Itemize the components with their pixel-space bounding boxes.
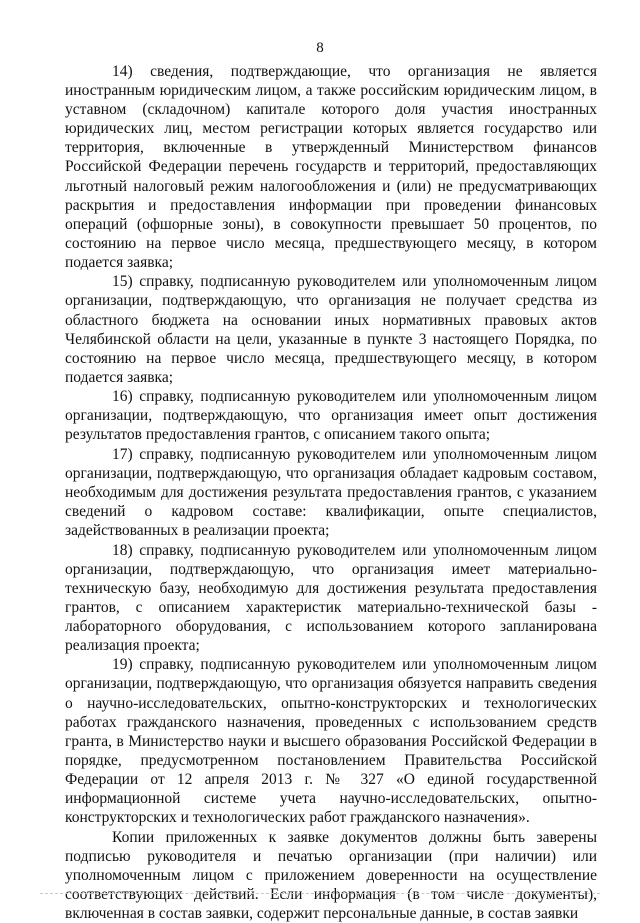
document-body <box>65 62 597 923</box>
paragraph-item-19: 19) справку, подписанную руководителем или уполномоченным лицом организации, подтверждающую, что организация обязуется направить сведения о научно-исследовательских, опытно-конструкторских и технологических работах гражданского назначения, проведенных с использованием средств гранта, в Министерство науки и высшего образования Российской Федерации в порядке, предусмотренном постановлением Правительства Российской Федерации от 12 апреля 2013 г. № 327 «О единой государственной информационной системе учета научно-исследовательских, опытно-конструкторских и технологических работ гражданского назначения». <box>65 656 597 827</box>
paragraph-item-18: 18) справку, подписанную руководителем или уполномоченным лицом организации, подтверждающую, что организация имеет материально-техническую базу, необходимую для достижения результата предоставления грантов, с описанием характеристик материально-технической базы - лабораторного оборудования, с использованием которого запланирована реализация проекта; <box>65 541 597 654</box>
paragraph-item-17: 17) справку, подписанную руководителем или уполномоченным лицом организации, подтверждающую, что организация обладает кадровым составом, необходимым для достижения результата предоставления грантов, с указанием сведений о кадровом составе: квалификации, опыте специалистов, задействованных в реализации проекта; <box>65 445 597 540</box>
paragraph-item-16: 16) справку, подписанную руководителем или уполномоченным лицом организации, подтверждающую, что организация имеет опыт достижения результатов предоставления грантов, с описанием такого опыта; <box>65 388 597 444</box>
paragraph-item-15: 15) справку, подписанную руководителем или уполномоченным лицом организации, подтверждающую, что организация не получает средства из областного бюджета на основании иных нормативных правовых актов Челябинской области на цели, указанные в пункте 3 настоящего Порядка, по состоянию на первое число месяца, предшествующего месяцу, в котором подается заявка; <box>65 273 597 386</box>
paragraph-copies-certification: Копии приложенных к заявке документов должны быть заверены подписью руководителя и печатью организации (при наличии) или уполномоченным лицом с приложением доверенности на осуществление соответствующих действий. Если информация (в том числе документы), включенная в состав заявки, содержит персональные данные, в состав заявки <box>65 828 597 922</box>
paragraph-item-14: 14) сведения, подтверждающие, что организация не является иностранным юридическим лицом, а также российским юридическим лицом, в уставном (складочном) капитале которого доля участия иностранных юридических лиц, местом регистрации которых является государство или территория, включенные в утвержденный Министерством финансов Российской Федерации перечень государств и территорий, предоставляющих льготный налоговый режим налогообложения и (или) не предусматривающих раскрытия и предоставления информации при проведении финансовых операций (офшорные зоны), в совокупности превышает 50 процентов, по состоянию на первое число месяца, предшествующего месяцу, в котором подается заявка; <box>65 63 597 271</box>
page-number: 8 <box>316 40 324 56</box>
scan-edge-divider <box>40 893 600 894</box>
